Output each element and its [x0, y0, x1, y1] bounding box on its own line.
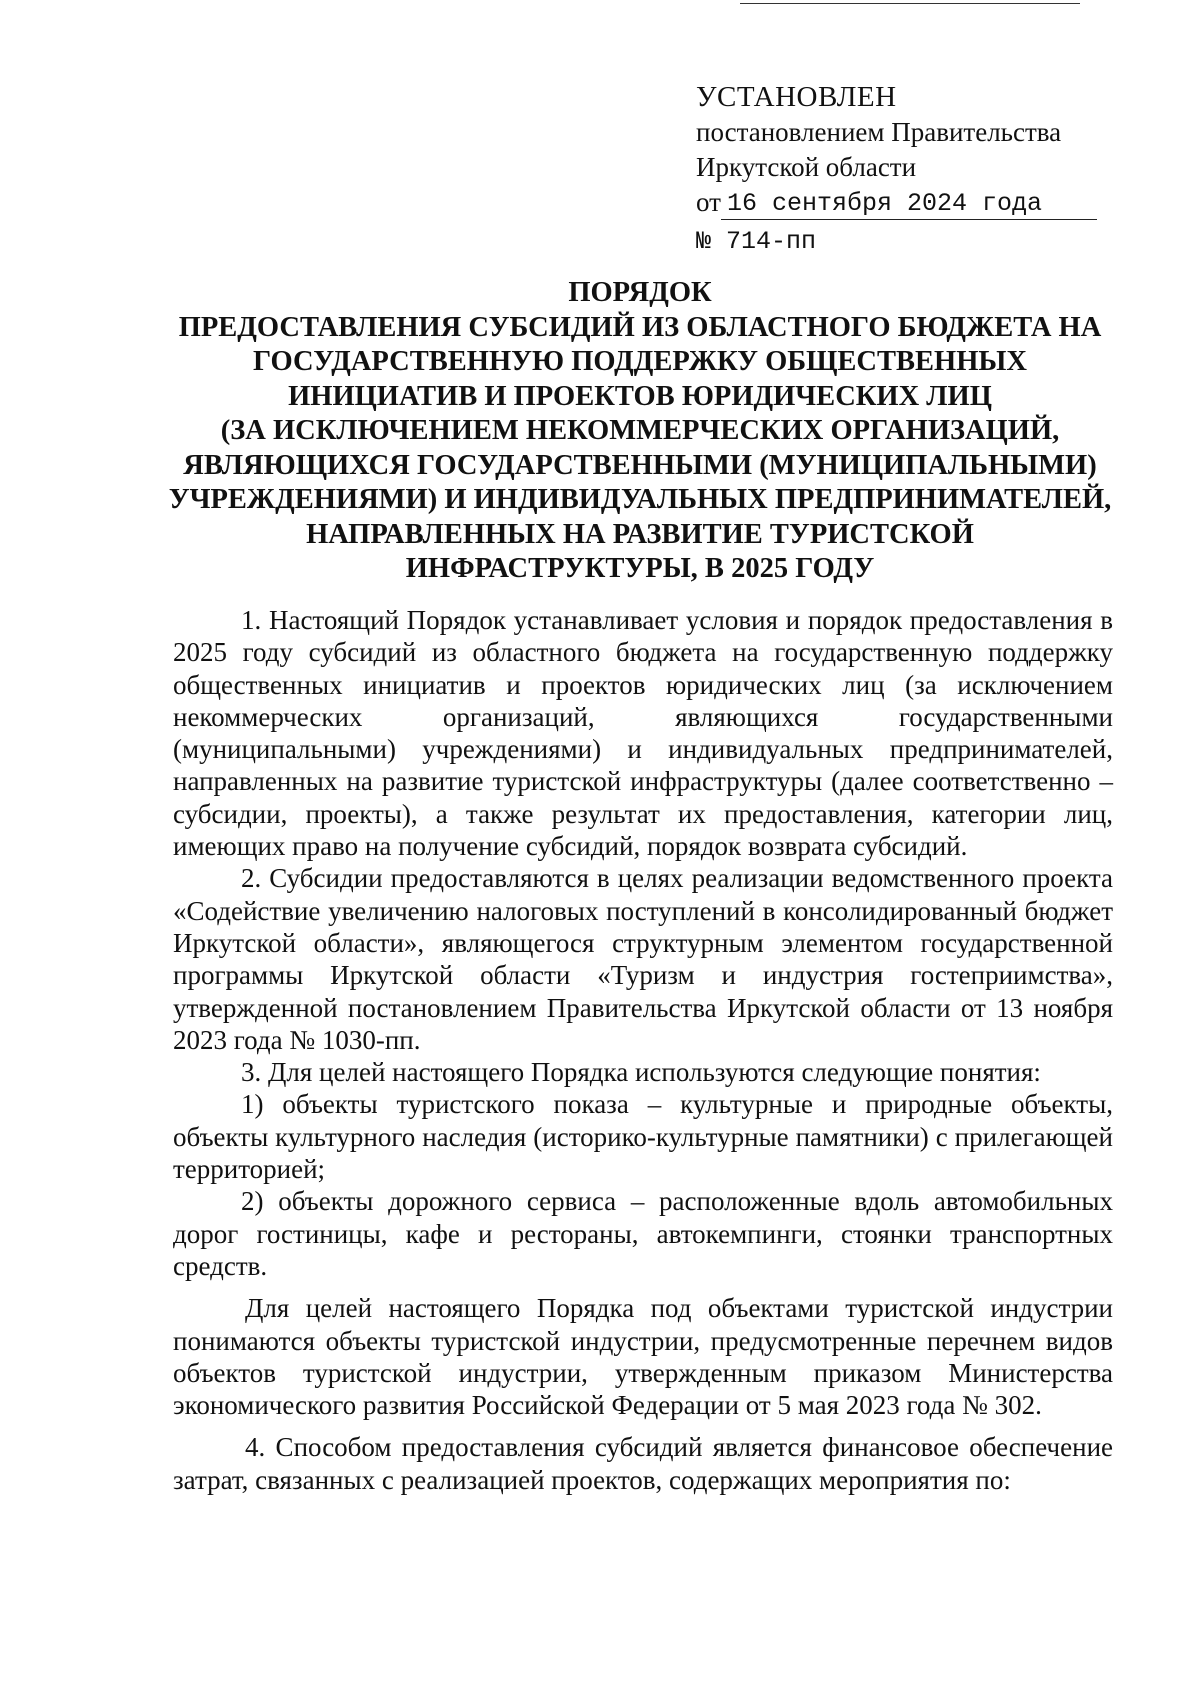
- document-heading: [160, 276, 1120, 587]
- paragraph-2: 2. Субсидии предоставляются в целях реализации ведомственного проекта «Содействие увеличению налоговых поступлений в консолидированный бюджет Иркутской области», являющегося структурным элементом государственной программы Иркутской области «Туризм и индустрия гостеприимства», утвержденной постановлением Правительства Иркутской области от 13 ноября 2023 года № 1030-пп.: [173, 863, 1113, 1055]
- heading-line: (ЗА ИСКЛЮЧЕНИЕМ НЕКОММЕРЧЕСКИХ ОРГАНИЗАЦИЙ,: [220, 415, 1060, 446]
- approval-block: [696, 80, 1116, 259]
- heading-line: ПОРЯДОК: [568, 277, 712, 308]
- paragraph-3-item-1: 1) объекты туристского показа – культурные и природные объекты, объекты культурного наследия (историко-культурные памятники) с прилегающей территорией;: [173, 1089, 1113, 1185]
- heading-line: УЧРЕЖДЕНИЯМИ) И ИНДИВИДУАЛЬНЫХ ПРЕДПРИНИМАТЕЛЕЙ,: [168, 484, 1112, 515]
- number-value: 714-пп: [726, 227, 817, 256]
- number-prefix: №: [696, 227, 712, 256]
- heading-line: ГОСУДАРСТВЕННУЮ ПОДДЕРЖКУ ОБЩЕСТВЕННЫХ: [253, 346, 1027, 377]
- approval-number-row: [696, 224, 1116, 259]
- approval-title: УСТАНОВЛЕН: [696, 81, 897, 113]
- document-body: [173, 604, 1113, 1496]
- approval-line-2: Иркутской области: [696, 152, 917, 182]
- paragraph-1: 1. Настоящий Порядок устанавливает условия и порядок предоставления в 2025 году субсидий из областного бюджета на государственную поддержку общественных инициатив и проектов юридических лиц (за исключением некоммерческих организаций, являющихся государственными (муниципальными) учреждениями) и индивидуальных предпринимателей, направленных на развитие туристской инфраструктуры (далее соответственно – субсидии, проекты), а также результат их предоставления, категории лиц, имеющих право на получение субсидий, порядок возврата субсидий.: [173, 605, 1113, 862]
- paragraph-3: 3. Для целей настоящего Порядка используются следующие понятия:: [241, 1057, 1041, 1088]
- paragraph-3-note: Для целей настоящего Порядка под объектами туристской индустрии понимаются объекты туристской индустрии, предусмотренные перечнем видов объектов туристской индустрии, утвержденным приказом Министерства экономического развития Российской Федерации от 5 мая 2023 года № 302.: [173, 1293, 1113, 1421]
- approval-date-row: [696, 185, 1116, 220]
- heading-line: НАПРАВЛЕННЫХ НА РАЗВИТИЕ ТУРИСТСКОЙ: [306, 518, 974, 550]
- heading-line: ИНИЦИАТИВ И ПРОЕКТОВ ЮРИДИЧЕСКИХ ЛИЦ: [288, 380, 992, 412]
- paragraph-3-item-2: 2) объекты дорожного сервиса – расположенные вдоль автомобильных дорог гостиницы, кафе и рестораны, автокемпинги, стоянки транспортных средств.: [173, 1186, 1113, 1281]
- date-prefix: от: [696, 187, 721, 217]
- date-value: 16 сентября 2024 года: [721, 189, 1097, 220]
- heading-line: ИНФРАСТРУКТУРЫ, В 2025 ГОДУ: [405, 553, 875, 584]
- heading-line: ПРЕДОСТАВЛЕНИЯ СУБСИДИЙ ИЗ ОБЛАСТНОГО БЮДЖЕТА НА: [178, 311, 1102, 343]
- top-rule: [740, 3, 1080, 4]
- heading-line: ЯВЛЯЮЩИХСЯ ГОСУДАРСТВЕННЫМИ (МУНИЦИПАЛЬНЫМИ): [183, 449, 1097, 481]
- approval-line-1: постановлением Правительства: [696, 117, 1062, 147]
- paragraph-4: 4. Способом предоставления субсидий является финансовое обеспечение затрат, связанных с реализацией проектов, содержащих мероприятия по:: [173, 1432, 1113, 1495]
